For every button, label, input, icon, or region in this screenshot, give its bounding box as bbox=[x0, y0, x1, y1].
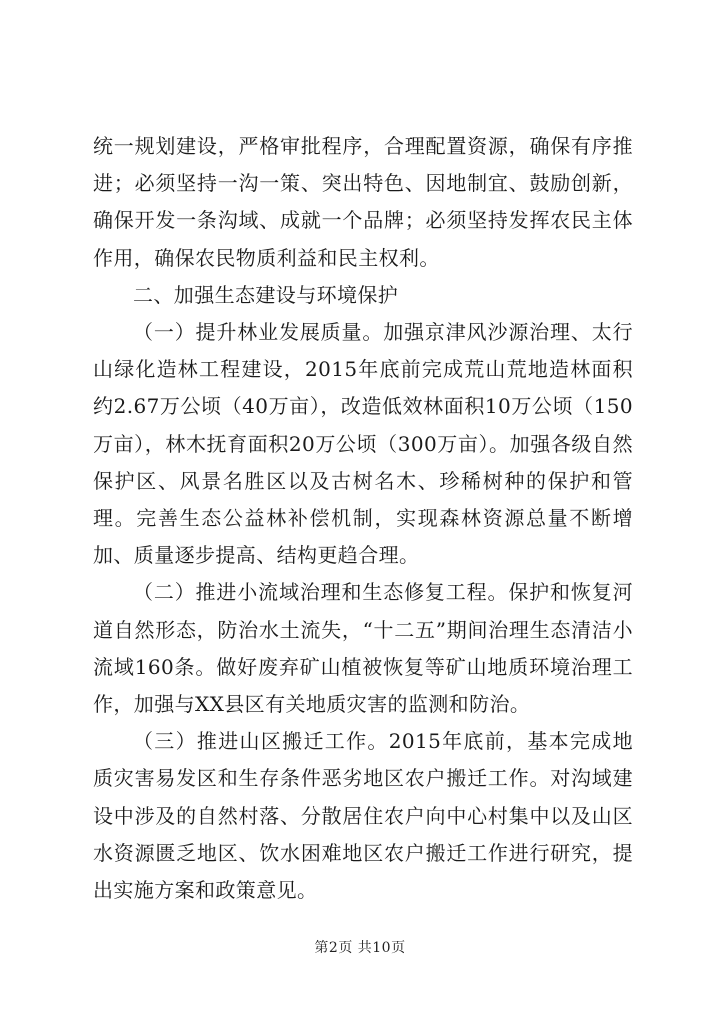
paragraph-continuation: 统一规划建设，严格审批程序，合理配置资源，确保有序推进；必须坚持一沟一策、突出特色、因地制宜、鼓励创新，确保开发一条沟域、成就一个品牌；必须坚持发挥农民主体作用，确保农民物质利益和民主权利。 bbox=[93, 134, 633, 270]
paragraph-watershed: （二）推进小流域治理和生态修复工程。保护和恢复河道自然形态，防治水土流失，“十二五”期间治理生态清洁小流域160条。做好废弃矿山植被恢复等矿山地质环境治理工作，加强与XX县区有关地质灾害的监测和防治。 bbox=[93, 580, 633, 717]
page-footer: 第2页 共10页 bbox=[314, 940, 406, 956]
paragraph-relocation: （三）推进山区搬迁工作。2015年底前，基本完成地质灾害易发区和生存条件恶劣地区农户搬迁工作。对沟域建设中涉及的自然村落、分散居住农户向中心村集中以及山区水资源匮乏地区、饮水困难地区农户搬迁工作进行研究，提出实施方案和政策意见。 bbox=[93, 729, 633, 903]
document-body bbox=[93, 128, 633, 909]
paragraph-forestry: （一）提升林业发展质量。加强京津风沙源治理、太行山绿化造林工程建设，2015年底前完成荒山荒地造林面积约2.67万公顷（40万亩），改造低效林面积10万公顷（150万亩），林木抚育面积20万公顷（300万亩）。加强各级自然保护区、风景名胜区以及古树名木、珍稀树种的保护和管理。完善生态公益林补偿机制，实现森林资源总量不断增加、质量逐步提高、结构更趋合理。 bbox=[93, 320, 633, 568]
section-heading: 二、加强生态建设与环境保护 bbox=[133, 282, 399, 307]
